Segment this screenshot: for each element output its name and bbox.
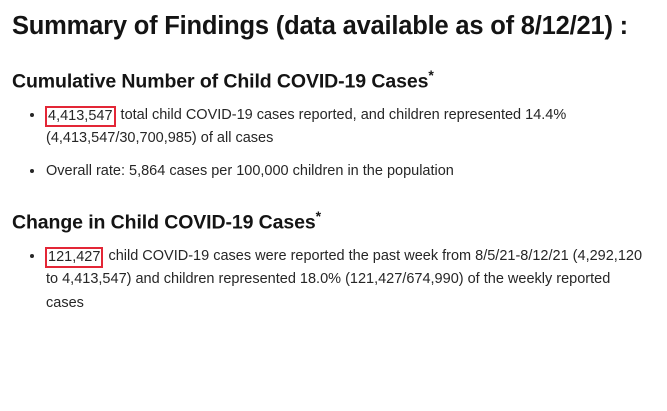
highlighted-value-total-cases: 4,413,547 — [45, 106, 116, 127]
page-title: Summary of Findings (data available as of 8/12/21) : — [12, 12, 628, 40]
list-item-text: Overall rate: 5,864 cases per 100,000 children in the population — [46, 163, 454, 180]
bullet-dot-icon — [30, 113, 34, 117]
list-item — [12, 160, 649, 183]
cumulative-bullet-list — [12, 104, 649, 184]
section-heading-change — [12, 208, 649, 235]
section-heading-cumulative-text: Cumulative Number of Child COVID-19 Cases — [12, 70, 429, 93]
list-item-text: child COVID-19 cases were reported the past week from 8/5/21-8/12/21 (4,292,120 to 4,413,547) and children represented 18.0% (121,427/674,990) of the weekly reported cases — [46, 247, 643, 311]
bullet-dot-icon — [30, 254, 34, 258]
footnote-marker-icon: * — [315, 207, 322, 224]
footnote-marker-icon: * — [428, 66, 434, 83]
list-item — [12, 104, 649, 151]
bullet-dot-icon — [30, 169, 34, 173]
section-heading-change-text: Change in Child COVID-19 Cases — [12, 211, 316, 234]
change-bullet-list — [12, 245, 649, 315]
list-item — [12, 245, 649, 315]
highlighted-value-weekly-cases: 121,427 — [45, 247, 103, 268]
list-item-text: total child COVID-19 cases reported, and children represented 14.4% (4,413,547/30,700,985) of all cases — [46, 106, 567, 146]
section-heading-cumulative — [12, 67, 649, 94]
